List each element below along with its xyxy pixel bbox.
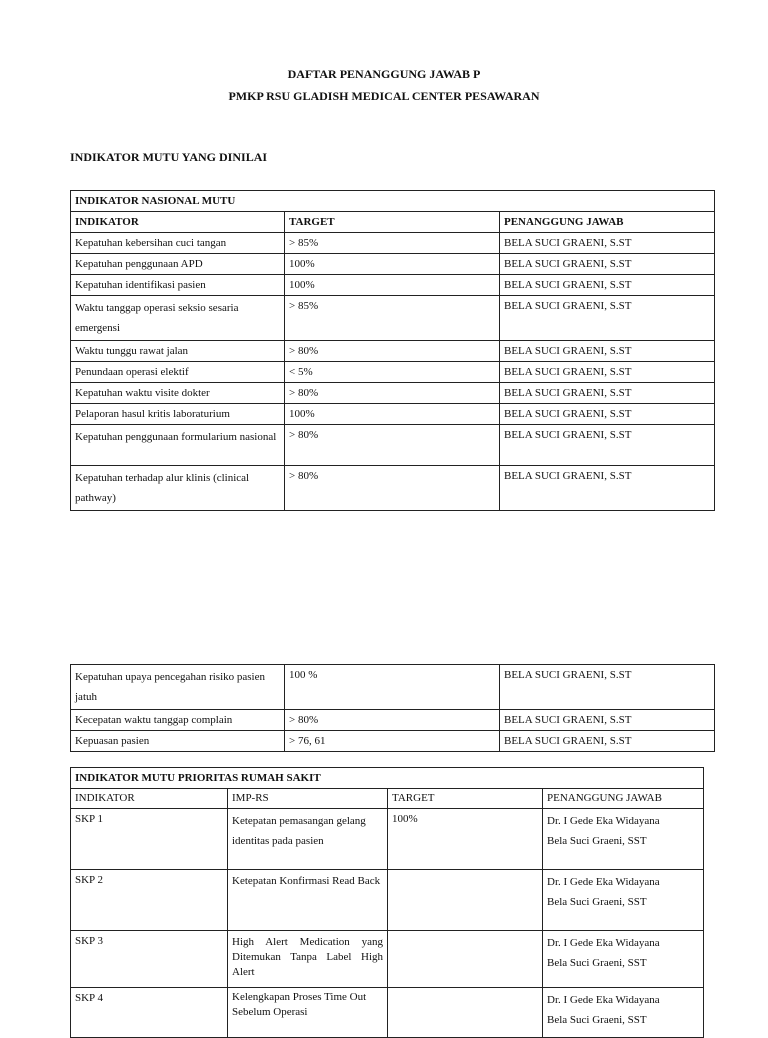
- cell-target: > 80%: [285, 710, 500, 731]
- cell-penanggung-jawab: BELA SUCI GRAENI, S.ST: [500, 404, 715, 425]
- cell-penanggung-jawab: BELA SUCI GRAENI, S.ST: [500, 383, 715, 404]
- cell-target: > 76, 61: [285, 731, 500, 752]
- table-header-row: [71, 212, 715, 233]
- cell-indikator: Kepatuhan penggunaan APD: [71, 254, 285, 275]
- responsible-person-2: Bela Suci Graeni, SST: [547, 896, 647, 908]
- responsible-person-2: Bela Suci Graeni, SST: [547, 1014, 647, 1026]
- table-caption: INDIKATOR NASIONAL MUTU: [71, 191, 715, 212]
- header-imp-rs: IMP-RS: [228, 789, 388, 809]
- responsible-person-1: Dr. I Gede Eka Widayana: [547, 815, 660, 827]
- cell-target: [388, 870, 543, 931]
- table-row: [71, 931, 704, 988]
- cell-indikator: Kepuasan pasien: [71, 731, 285, 752]
- table-row: [71, 362, 715, 383]
- responsible-person-2: Bela Suci Graeni, SST: [547, 835, 647, 847]
- cell-penanggung-jawab: [543, 870, 704, 931]
- cell-imp-rs: Ketepatan Konfirmasi Read Back: [228, 870, 388, 931]
- table-row: [71, 383, 715, 404]
- responsible-person-1: Dr. I Gede Eka Widayana: [547, 937, 660, 949]
- section-label: INDIKATOR MUTU YANG DINILAI: [70, 150, 268, 164]
- cell-target: 100%: [285, 275, 500, 296]
- cell-penanggung-jawab: BELA SUCI GRAENI, S.ST: [500, 362, 715, 383]
- cell-penanggung-jawab: BELA SUCI GRAENI, S.ST: [500, 254, 715, 275]
- table-row: [71, 809, 704, 870]
- cell-imp-rs: Kelengkapan Proses Time Out Sebelum Operasi: [228, 988, 388, 1038]
- cell-penanggung-jawab: [543, 988, 704, 1038]
- cell-indikator: Kepatuhan waktu visite dokter: [71, 383, 285, 404]
- document-title-line1: DAFTAR PENANGGUNG JAWAB P: [287, 67, 481, 81]
- cell-penanggung-jawab: BELA SUCI GRAENI, S.ST: [500, 275, 715, 296]
- cell-target: 100%: [285, 404, 500, 425]
- national-indicator-table-continued: [70, 664, 715, 752]
- cell-indikator: Penundaan operasi elektif: [71, 362, 285, 383]
- cell-target: > 85%: [285, 296, 500, 341]
- cell-target: > 80%: [285, 383, 500, 404]
- cell-indikator: Kepatuhan terhadap alur klinis (clinical pathway): [71, 466, 285, 511]
- cell-target: < 5%: [285, 362, 500, 383]
- cell-penanggung-jawab: BELA SUCI GRAENI, S.ST: [500, 710, 715, 731]
- cell-imp-rs: Ketepatan pemasangan gelang identitas pada pasien: [228, 809, 388, 870]
- table-row: [71, 870, 704, 931]
- cell-penanggung-jawab: BELA SUCI GRAENI, S.ST: [500, 731, 715, 752]
- cell-indikator: Waktu tunggu rawat jalan: [71, 341, 285, 362]
- cell-indikator: Kecepatan waktu tanggap complain: [71, 710, 285, 731]
- table-caption-row: [71, 768, 704, 789]
- table-row: [71, 466, 715, 511]
- cell-imp-rs: High Alert Medication yang Ditemukan Tanpa Label High Alert: [228, 931, 388, 988]
- table-header-row: [71, 789, 704, 809]
- cell-indikator: Kepatuhan identifikasi pasien: [71, 275, 285, 296]
- header-indikator: INDIKATOR: [71, 212, 285, 233]
- cell-penanggung-jawab: BELA SUCI GRAENI, S.ST: [500, 233, 715, 254]
- cell-indikator: SKP 3: [71, 931, 228, 988]
- table-row: [71, 296, 715, 341]
- header-penanggung-jawab: PENANGGUNG JAWAB: [500, 212, 715, 233]
- cell-indikator: SKP 2: [71, 870, 228, 931]
- cell-indikator: Kepatuhan kebersihan cuci tangan: [71, 233, 285, 254]
- hospital-priority-indicator-table: [70, 767, 704, 1038]
- cell-indikator: SKP 1: [71, 809, 228, 870]
- header-penanggung-jawab: PENANGGUNG JAWAB: [543, 789, 704, 809]
- cell-indikator: SKP 4: [71, 988, 228, 1038]
- header-target: TARGET: [388, 789, 543, 809]
- cell-target: [388, 931, 543, 988]
- table-caption-row: [71, 191, 715, 212]
- table-row: [71, 665, 715, 710]
- cell-target: 100%: [388, 809, 543, 870]
- cell-penanggung-jawab: BELA SUCI GRAENI, S.ST: [500, 341, 715, 362]
- cell-penanggung-jawab: BELA SUCI GRAENI, S.ST: [500, 665, 715, 710]
- table-row: [71, 731, 715, 752]
- responsible-person-1: Dr. I Gede Eka Widayana: [547, 994, 660, 1006]
- cell-penanggung-jawab: BELA SUCI GRAENI, S.ST: [500, 466, 715, 511]
- responsible-person-2: Bela Suci Graeni, SST: [547, 957, 647, 969]
- cell-penanggung-jawab: [543, 931, 704, 988]
- table-row: [71, 710, 715, 731]
- cell-target: [388, 988, 543, 1038]
- cell-penanggung-jawab: BELA SUCI GRAENI, S.ST: [500, 425, 715, 466]
- header-target: TARGET: [285, 212, 500, 233]
- table-row: [71, 988, 704, 1038]
- cell-target: > 80%: [285, 466, 500, 511]
- header-indikator: INDIKATOR: [71, 789, 228, 809]
- cell-target: > 85%: [285, 233, 500, 254]
- cell-indikator: Pelaporan hasul kritis laboraturium: [71, 404, 285, 425]
- cell-penanggung-jawab: BELA SUCI GRAENI, S.ST: [500, 296, 715, 341]
- cell-indikator: Kepatuhan penggunaan formularium nasional: [71, 425, 285, 466]
- table-row: [71, 425, 715, 466]
- national-indicator-table: [70, 190, 715, 511]
- cell-indikator: Waktu tanggap operasi seksio sesaria emergensi: [71, 296, 285, 341]
- document-title-line2: PMKP RSU GLADISH MEDICAL CENTER PESAWARAN: [228, 89, 540, 103]
- cell-penanggung-jawab: [543, 809, 704, 870]
- cell-target: > 80%: [285, 341, 500, 362]
- table-caption: INDIKATOR MUTU PRIORITAS RUMAH SAKIT: [71, 768, 704, 789]
- table-row: [71, 275, 715, 296]
- cell-indikator: Kepatuhan upaya pencegahan risiko pasien jatuh: [71, 665, 285, 710]
- table-row: [71, 233, 715, 254]
- table-row: [71, 404, 715, 425]
- cell-target: > 80%: [285, 425, 500, 466]
- table-row: [71, 341, 715, 362]
- responsible-person-1: Dr. I Gede Eka Widayana: [547, 876, 660, 888]
- cell-target: 100%: [285, 254, 500, 275]
- table-row: [71, 254, 715, 275]
- cell-target: 100 %: [285, 665, 500, 710]
